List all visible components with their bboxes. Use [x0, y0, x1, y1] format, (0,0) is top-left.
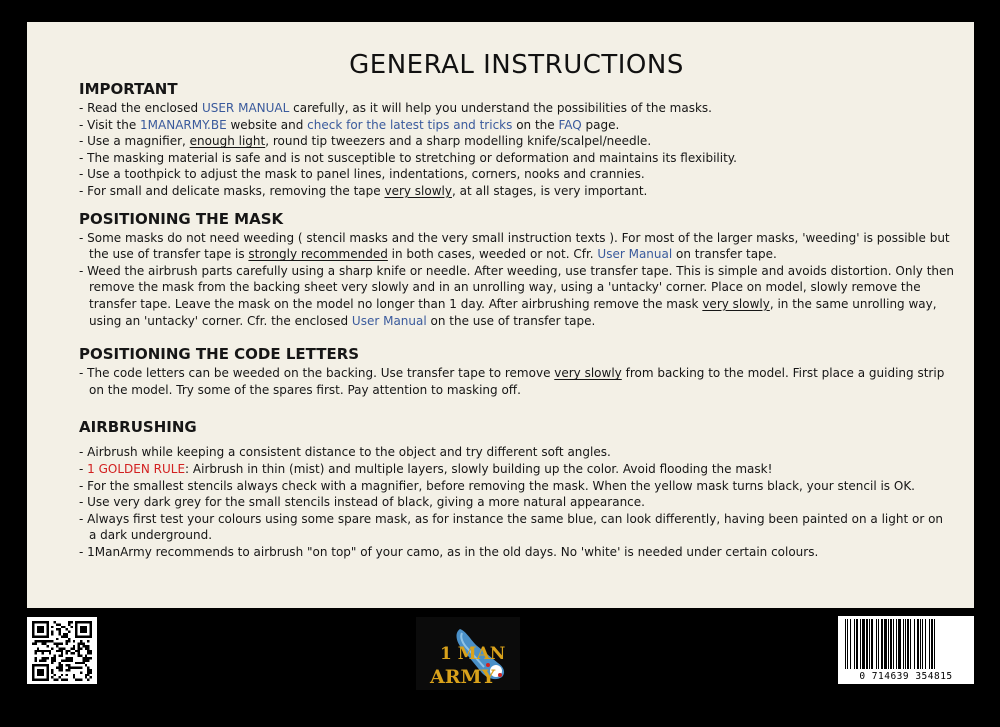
- important-line-1: - Read the enclosed USER MANUAL carefully, as it will help you understand the possibilities of the masks.: [79, 101, 712, 115]
- user-manual-link[interactable]: User Manual: [351, 313, 427, 328]
- website-link[interactable]: 1MANARMY.BE: [140, 117, 227, 132]
- section-positioning-mask: [79, 210, 954, 330]
- important-line-2: - Visit the 1MANARMY.BE website and check for the latest tips and tricks on the FAQ page.: [79, 117, 620, 132]
- important-line-4: - The masking material is safe and is not susceptible to stretching or deformation and maintains its flexibility.: [79, 150, 737, 165]
- important-line-5: - Use a toothpick to adjust the mask to panel lines, indentations, corners, nooks and crannies.: [79, 167, 645, 182]
- logo-line-1: 1 MAN: [440, 644, 506, 664]
- airbrushing-line-1: - Airbrush while keeping a consistent distance to the object and try different soft angles.: [79, 445, 611, 460]
- page-title: GENERAL INSTRUCTIONS: [349, 50, 684, 80]
- section-important: [79, 80, 954, 200]
- qr-code-icon: [32, 621, 92, 681]
- airbrushing-line-3: - For the smallest stencils always check with a magnifier, before removing the mask. When the yellow mask turns black, your stencil is OK.: [79, 478, 915, 493]
- airbrushing-line-2: - 1 GOLDEN RULE: Airbrush in thin (mist) and multiple layers, slowly building up the color. Avoid flooding the mask!: [79, 461, 773, 476]
- section-heading-mask: POSITIONING THE MASK: [79, 209, 284, 228]
- code-line-1: - The code letters can be weeded on the backing. Use transfer tape to remove very slowly from backing to the model. First place a guiding strip on the model. Try some of the spares first. Pay attention to masking off.: [79, 366, 945, 397]
- logo-line-2: ARMY: [430, 666, 496, 688]
- section-heading-important: IMPORTANT: [79, 80, 178, 98]
- section-code-letters: [79, 345, 954, 398]
- mask-line-2: - Weed the airbrush parts carefully using a sharp knife or needle. After weeding, use transfer tape. This is simple and avoids distortion. Only then remove the mask from the backing sheet very slowly and in an unrolling way, using a 'untacky' corner. Place on model, slowly remove the transfer tape. Leave the mask on the model no longer than 1 day. After airbrushing remove the mask very slowly, in the same unrolling way, using an 'untacky' corner. Cfr. the enclosed User Manual on the use of transfer tape.: [79, 263, 954, 328]
- airbrushing-line-4: - Use very dark grey for the small stencils instead of black, giving a more natural appearance.: [79, 495, 645, 510]
- faq-link[interactable]: FAQ: [558, 117, 582, 132]
- airbrushing-line-6: - 1ManArmy recommends to airbrush "on top" of your camo, as in the old days. No 'white' is needed under certain colours.: [79, 544, 819, 559]
- airbrushing-line-5: - Always first test your colours using some spare mask, as for instance the same blue, can look differently, having been painted on a light or on a dark underground.: [79, 511, 944, 543]
- important-line-3: - Use a magnifier, enough light, round tip tweezers and a sharp modelling knife/scalpel/needle.: [79, 134, 652, 149]
- section-heading-code: POSITIONING THE CODE LETTERS: [79, 345, 360, 364]
- tips-link[interactable]: check for the latest tips and tricks: [307, 117, 513, 132]
- important-line-6: - For small and delicate masks, removing the tape very slowly, at all stages, is very important.: [79, 183, 648, 198]
- logo-icon: [416, 617, 520, 690]
- mask-line-1: - Some masks do not need weeding ( stencil masks and the very small instruction texts ). For most of the larger masks, 'weeding' is possible but the use of transfer tape is strongly recommended in both cases, weeded or not. Cfr. User Manual on transfer tape.: [79, 230, 950, 262]
- barcode-number: 0 714639 354815: [859, 671, 953, 682]
- golden-rule-label: 1 GOLDEN RULE: [87, 461, 186, 476]
- barcode: [838, 616, 974, 684]
- barcode-icon: [843, 619, 969, 669]
- user-manual-link[interactable]: User Manual: [597, 247, 673, 262]
- user-manual-link[interactable]: USER MANUAL: [201, 101, 290, 115]
- section-airbrushing: [79, 418, 954, 560]
- instruction-sheet: [27, 22, 974, 608]
- section-heading-airbrushing: AIRBRUSHING: [79, 418, 197, 437]
- brand-logo: [416, 617, 520, 690]
- qr-code[interactable]: [27, 617, 97, 684]
